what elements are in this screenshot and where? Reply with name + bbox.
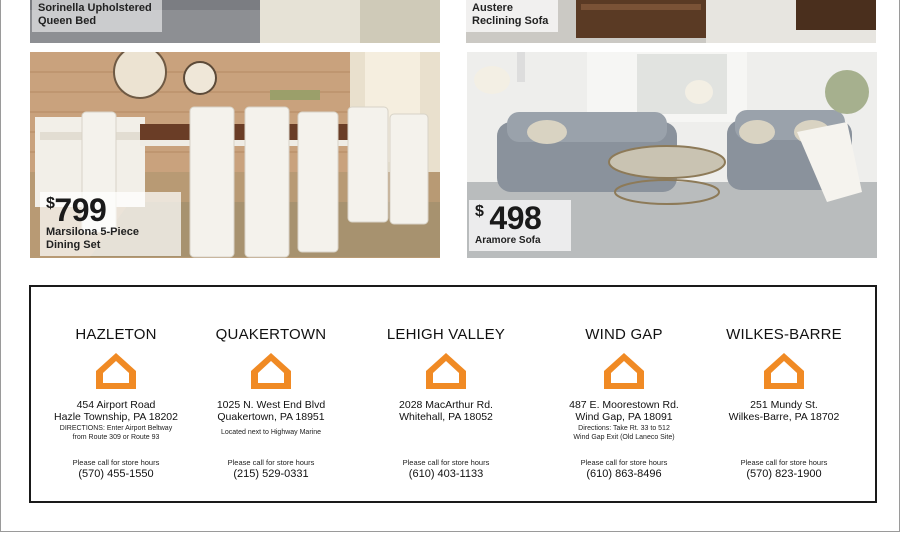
product-name-line1: Austere — [472, 2, 513, 14]
store-phone[interactable]: (570) 455-1550 — [78, 468, 154, 480]
store-name: WILKES-BARRE — [726, 326, 842, 343]
product-photo-bed[interactable] — [30, 0, 440, 43]
home-icon — [602, 349, 646, 393]
store-hours-note: Please call for store hours — [227, 458, 315, 467]
store-phone[interactable]: (610) 863-8496 — [586, 468, 662, 480]
store-address: 2028 MacArthur Rd. Whitehall, PA 18052 — [399, 399, 493, 423]
product-name-line2: Queen Bed — [38, 15, 97, 27]
store-hours-note: Please call for store hours — [72, 458, 160, 467]
store-directions: Directions: Take Rt. 33 to 512 Wind Gap Exit (Old Laneco Site) — [573, 425, 675, 441]
store-address: 1025 N. West End Blvd Quakertown, PA 18951 — [216, 399, 326, 423]
store-phone[interactable]: (215) 529-0331 — [233, 468, 309, 480]
home-icon — [249, 349, 293, 393]
store-name: WIND GAP — [585, 326, 663, 343]
price: $799 — [46, 192, 107, 228]
store-hours-note: Please call for store hours — [402, 458, 490, 467]
product-photo-aramore-sofa[interactable] — [467, 52, 877, 258]
product-name-line1: Marsilona 5-Piece — [46, 226, 139, 238]
store-locations — [29, 285, 877, 503]
store-directions: Located next to Highway Marine — [221, 429, 321, 436]
store-directions: DIRECTIONS: Enter Airport Beltway from Route 309 or Route 93 — [59, 425, 173, 441]
home-icon — [94, 349, 138, 393]
store-address: 487 E. Moorestown Rd. Wind Gap, PA 18091 — [569, 399, 679, 423]
product-name-line2: Reclining Sofa — [472, 15, 549, 27]
store-address: 454 Airport Road Hazle Township, PA 18202 — [54, 399, 178, 423]
store-name: LEHIGH VALLEY — [386, 326, 506, 343]
product-name-line1: Aramore Sofa — [475, 235, 541, 246]
store-hours-note: Please call for store hours — [580, 458, 668, 467]
product-name-line2: Dining Set — [46, 239, 101, 251]
store-name: HAZLETON — [75, 326, 157, 343]
store-phone[interactable]: (570) 823-1900 — [746, 468, 822, 480]
home-icon — [424, 349, 468, 393]
product-name-line1: Sorinella Upholstered — [38, 2, 152, 14]
store-address: 251 Mundy St. Wilkes-Barre, PA 18702 — [728, 399, 840, 423]
store-hours-note: Please call for store hours — [740, 458, 828, 467]
store-phone[interactable]: (610) 403-1133 — [408, 468, 484, 480]
home-icon — [762, 349, 806, 393]
store-name: QUAKERTOWN — [215, 326, 327, 343]
product-photo-reclining-sofa[interactable] — [466, 0, 876, 43]
product-photo-dining-set[interactable] — [30, 52, 440, 258]
price: $ 498 — [475, 200, 542, 236]
